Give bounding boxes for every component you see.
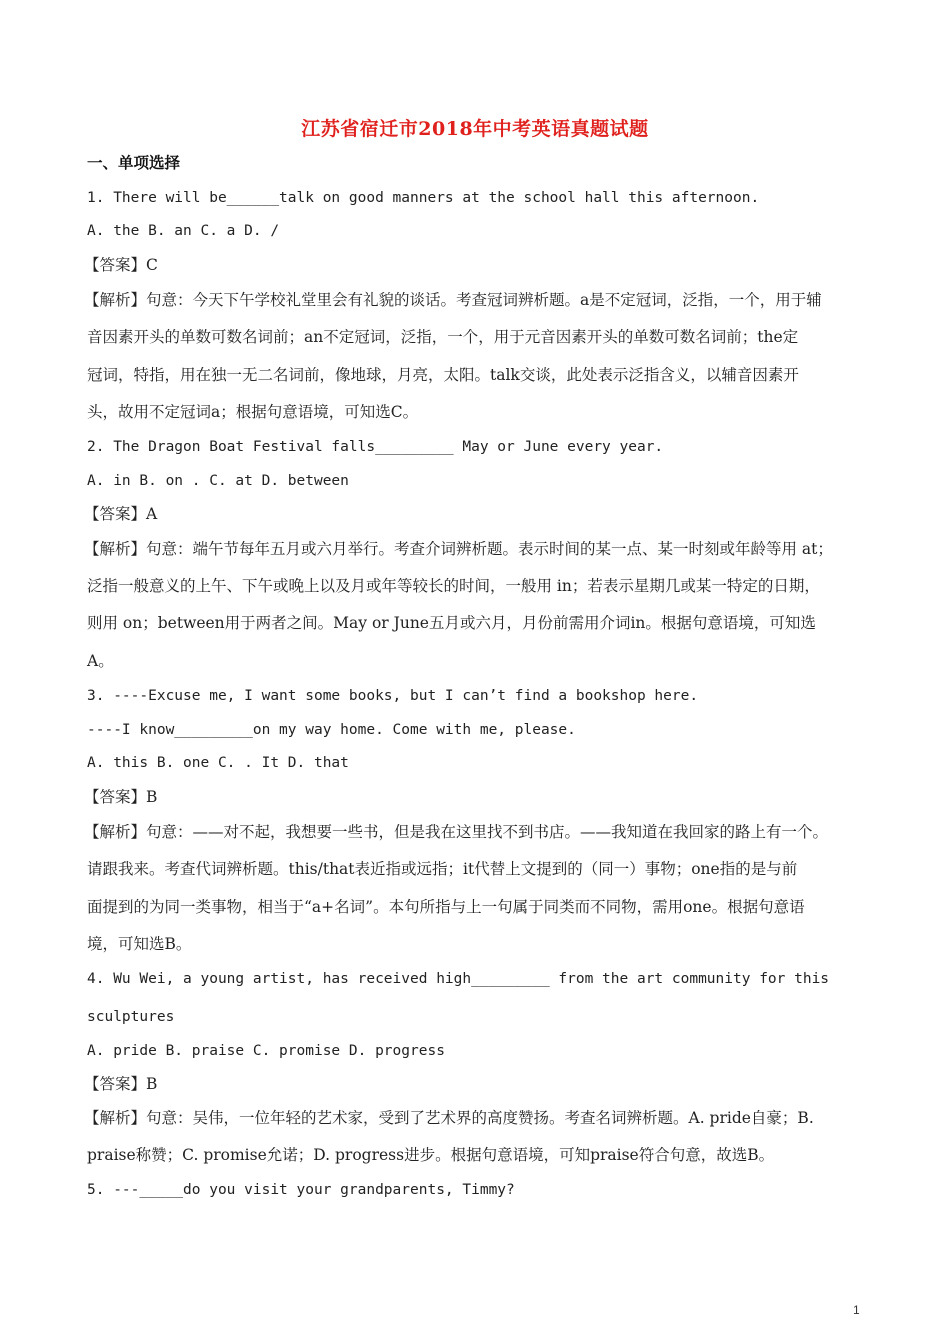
question-5: 5. ---_____do you visit your grandparents, Timmy?	[87, 1182, 515, 1198]
question-4-continued: sculptures	[87, 1009, 175, 1025]
page-number: 1	[853, 1303, 860, 1317]
question-4-answer: 【答案】B	[84, 1075, 158, 1093]
question-1-analysis: 【解析】句意：今天下午学校礼堂里会有礼貌的谈话。考查冠词辨析题。a是不定冠词，泛指，一个，用于辅	[84, 291, 822, 309]
question-3-options: A. this B. one C. . It D. that	[87, 755, 349, 771]
analysis-line: 面提到的为同一类事物，相当于“a+名词”。本句所指与上一句属于同类而不同物，需用one。根据句意语	[87, 898, 805, 916]
question-1: 1. There will be______talk on good manners at the school hall this afternoon.	[87, 190, 760, 206]
question-3-answer: 【答案】B	[84, 788, 158, 806]
question-2-analysis: 【解析】句意：端午节每年五月或六月举行。考查介词辨析题。表示时间的某一点、某一时刻或年龄等用 at；	[84, 540, 833, 558]
question-4: 4. Wu Wei, a young artist, has received high_________ from the art community for this	[87, 971, 830, 987]
analysis-line: praise称赞；C. promise允诺；D. progress进步。根据句意语境，可知praise符合句意，故选B。	[87, 1146, 775, 1164]
analysis-line: 境，可知选B。	[87, 935, 192, 953]
question-2: 2. The Dragon Boat Festival falls_________ May or June every year.	[87, 439, 664, 455]
question-2-options: A. in B. on . C. at D. between	[87, 473, 349, 489]
analysis-line: 请跟我来。考查代词辨析题。this/that表近指或远指；it代替上文提到的（同一）事物；one指的是与前	[87, 860, 798, 878]
section-heading: 一、单项选择	[87, 154, 181, 172]
document-title: 江苏省宿迁市2018年中考英语真题试题	[301, 118, 649, 140]
question-3: 3. ----Excuse me, I want some books, but I can’t find a bookshop here.	[87, 688, 699, 704]
question-3-analysis: 【解析】句意：——对不起，我想要一些书，但是我在这里找不到书店。——我知道在我回家的路上有一个。	[84, 823, 829, 841]
question-1-options: A. the B. an C. a D. /	[87, 223, 280, 239]
analysis-line: 则用 on；between用于两者之间。May or June五月或六月，月份前需用介词in。根据句意语境，可知选	[87, 614, 816, 632]
question-1-answer: 【答案】C	[84, 256, 158, 274]
analysis-line: 音因素开头的单数可数名词前；an不定冠词，泛指，一个，用于元音因素开头的单数可数名词前；the定	[87, 328, 799, 346]
analysis-line: 泛指一般意义的上午、下午或晚上以及月或年等较长的时间，一般用 in；若表示星期几或某一特定的日期，	[87, 577, 820, 595]
analysis-line: A。	[87, 652, 114, 670]
question-4-analysis: 【解析】句意：吴伟，一位年轻的艺术家，受到了艺术界的高度赞扬。考查名词辨析题。A. pride自豪；B.	[84, 1109, 814, 1127]
question-4-options: A. pride B. praise C. promise D. progress	[87, 1043, 445, 1059]
analysis-line: 头，故用不定冠词a；根据句意语境，可知选C。	[87, 403, 419, 421]
question-2-answer: 【答案】A	[84, 505, 158, 523]
analysis-line: 冠词，特指，用在独一无二名词前，像地球，月亮，太阳。talk交谈，此处表示泛指含义，以辅音因素开	[87, 366, 799, 384]
question-3-dialogue: ----I know_________on my way home. Come with me, please.	[87, 722, 576, 738]
